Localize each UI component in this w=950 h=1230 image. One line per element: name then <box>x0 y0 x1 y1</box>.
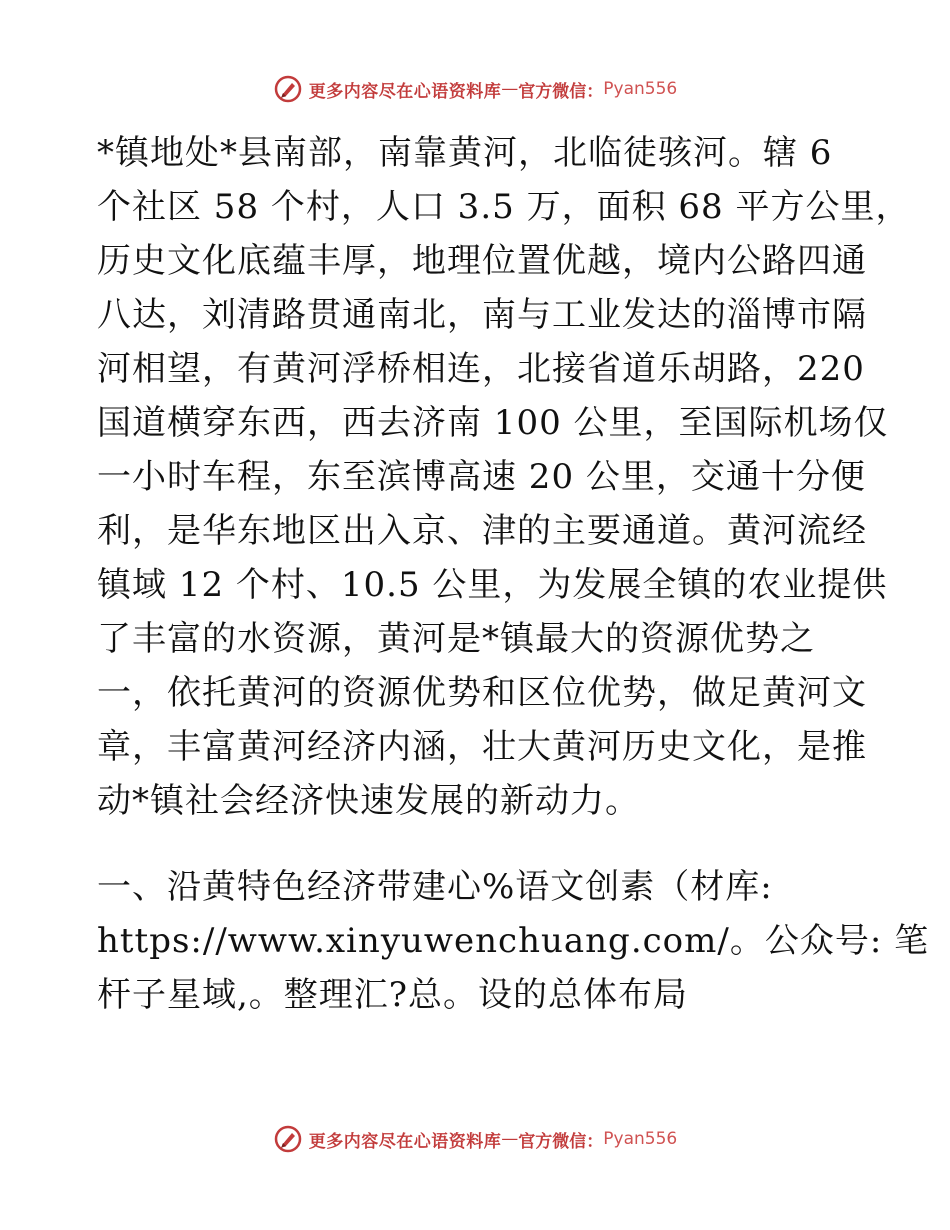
text-line: 镇域 12 个村、10.5 公里，为发展全镇的农业提供 <box>97 565 888 605</box>
text-line: 八达，刘清路贯通南北，南与工业发达的淄博市隔 <box>97 295 867 335</box>
text-line: 杆子星域,。整理汇?总。设的总体布局 <box>97 975 689 1015</box>
text-line: 河相望，有黄河浮桥相连，北接省道乐胡路，220 <box>97 349 865 389</box>
text-line: 一，依托黄河的资源优势和区位优势，做足黄河文 <box>97 673 867 713</box>
text-line: 了丰富的水资源，黄河是*镇最大的资源优势之 <box>97 619 815 659</box>
header-banner <box>0 74 950 104</box>
pen-nib-logo-icon <box>273 1124 303 1154</box>
banner-wechat-label: 官方微信： <box>518 81 604 102</box>
text-line: 利，是华东地区出入京、津的主要通道。黄河流经 <box>97 511 867 551</box>
banner-text <box>309 77 677 102</box>
text-line: 动*镇社会经济快速发展的新动力。 <box>97 781 640 821</box>
paragraph-section-one <box>97 860 930 1022</box>
text-line: 个社区 58 个村，人口 3.5 万，面积 68 平方公里， <box>97 187 911 227</box>
text-line: 一小时车程，东至滨博高速 20 公里，交通十分便 <box>97 457 866 497</box>
text-line: https://www.xinyuwenchuang.com/。公众号: 笔 <box>97 921 930 961</box>
text-line: 章，丰富黄河经济内涵，壮大黄河历史文化，是推 <box>97 727 867 767</box>
banner-dash: — <box>501 79 519 99</box>
paragraph-intro <box>97 126 911 828</box>
text-line: *镇地处*县南部，南靠黄河，北临徒骇河。辖 6 <box>97 133 833 173</box>
banner-main-text: 更多内容尽在心语资料库 <box>308 81 502 102</box>
pen-nib-logo-icon <box>273 74 303 104</box>
banner-wechat-id: Pyan556 <box>603 1129 678 1149</box>
banner-wechat-label: 官方微信： <box>518 1131 604 1152</box>
footer-banner <box>0 1124 950 1154</box>
paragraph-gap <box>97 828 857 860</box>
text-line: 国道横穿东西，西去济南 100 公里，至国际机场仅 <box>97 403 889 443</box>
banner-main-text: 更多内容尽在心语资料库 <box>308 1131 502 1152</box>
text-line: 历史文化底蕴丰厚，地理位置优越，境内公路四通 <box>97 241 867 281</box>
banner-wechat-id: Pyan556 <box>603 79 678 99</box>
section-heading-line: 一、沿黄特色经济带建心%语文创素（材库: <box>97 867 773 907</box>
banner-dash: — <box>501 1129 519 1149</box>
banner-text <box>309 1127 677 1152</box>
document-body <box>97 126 930 1022</box>
